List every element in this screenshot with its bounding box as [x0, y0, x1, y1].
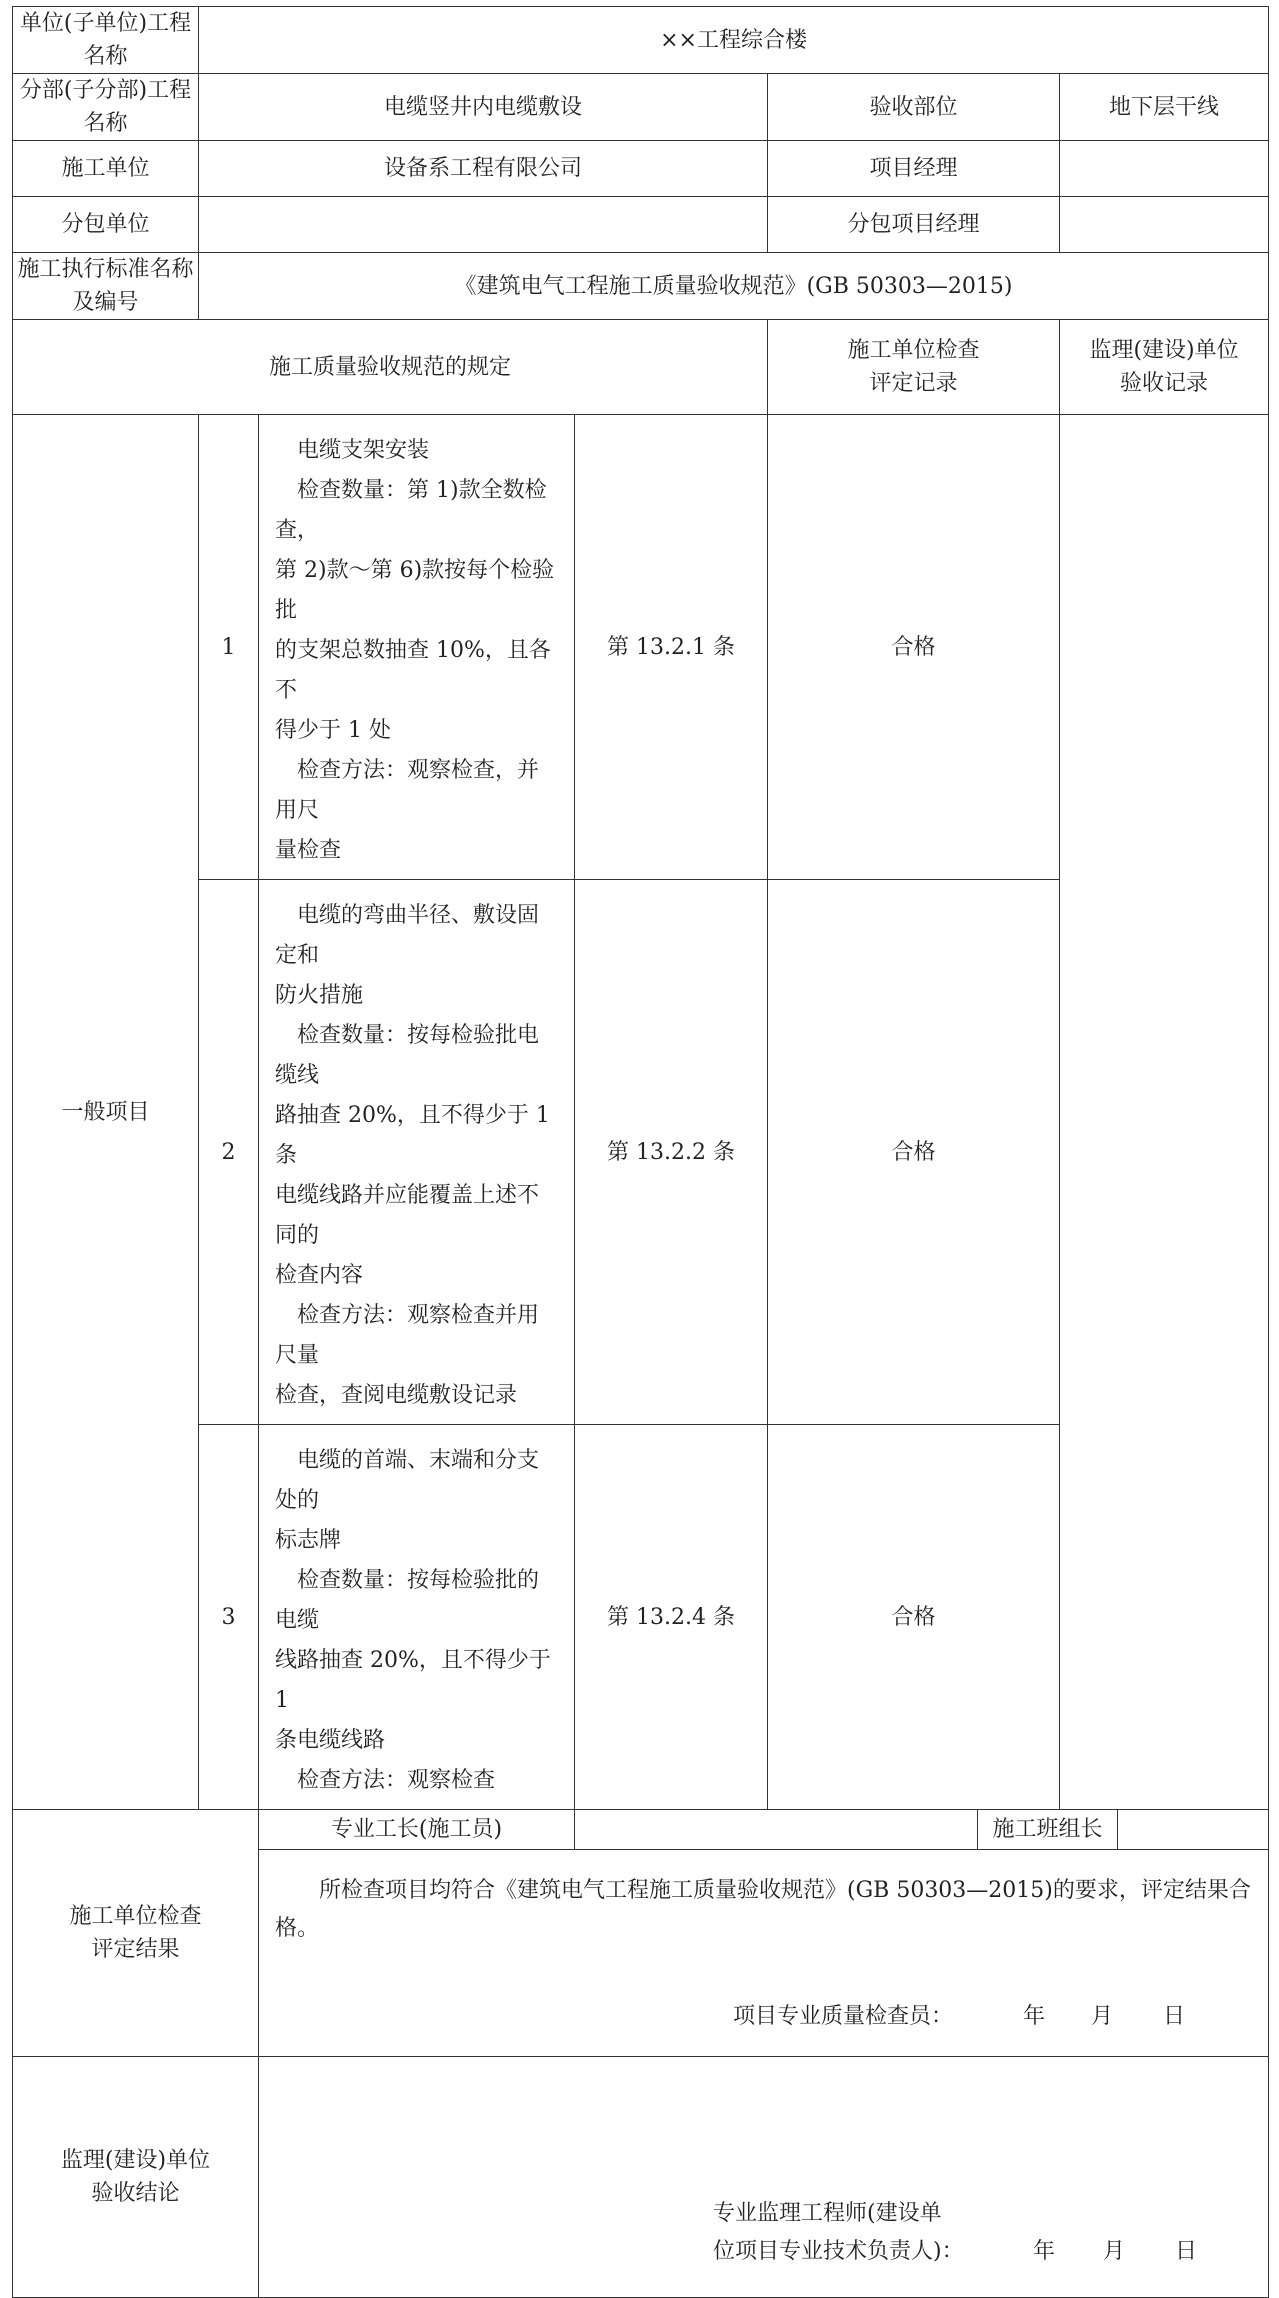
- quality-inspector-signature: [733, 2000, 953, 2033]
- check-result: 合格: [768, 1425, 1060, 1810]
- unit-name-value: ××工程综合楼: [199, 7, 1269, 74]
- description-line: 检查，查阅电缆敷设记录: [275, 1383, 518, 1408]
- foreman-value: [575, 1810, 978, 1850]
- division-name-value: 电缆竖井内电缆敷设: [199, 74, 768, 141]
- description-line: 检查方法：观察检查，并用尺: [275, 758, 540, 823]
- description-line: 检查数量：按每检验批的电缆: [275, 1568, 540, 1633]
- date-year: 年: [1023, 2004, 1046, 2029]
- contractor-result-label-line1: 施工单位检查: [69, 1904, 202, 1929]
- acceptance-part-label: 验收部位: [768, 74, 1060, 141]
- item-description: [259, 1425, 575, 1810]
- date-month: 月: [1091, 2004, 1114, 2029]
- description-line: 得少于 1 处: [275, 718, 391, 743]
- clause-reference: 第 13.2.4 条: [575, 1425, 768, 1810]
- contractor-check-header: [768, 320, 1060, 415]
- division-name-label: 分部(子分部)工程名称: [13, 74, 199, 141]
- supervisor-conclusion-label-line1: 监理(建设)单位: [60, 2148, 211, 2173]
- check-result: 合格: [768, 415, 1060, 880]
- description-line: 条电缆线路: [275, 1728, 386, 1753]
- description-line: 电缆的弯曲半径、敷设固定和: [275, 903, 540, 968]
- description-line: 检查方法：观察检查: [297, 1768, 496, 1793]
- sub-project-manager-label: 分包项目经理: [768, 197, 1060, 253]
- item-description: [259, 415, 575, 880]
- contractor-row: [13, 141, 1269, 197]
- description-line: 线路抽查 20%，且不得少于 1: [275, 1648, 551, 1713]
- supervisor-conclusion-label: [13, 2057, 259, 2298]
- column-header-row: [13, 320, 1269, 415]
- description-line: 电缆线路并应能覆盖上述不同的: [275, 1183, 540, 1248]
- subcontractor-label: 分包单位: [13, 197, 199, 253]
- subcontractor-row: [13, 197, 1269, 253]
- division-row: [13, 74, 1269, 141]
- supervisor-record-cell: [1060, 415, 1269, 1810]
- subcontractor-value: [199, 197, 768, 253]
- description-line: 电缆的首端、末端和分支处的: [275, 1448, 540, 1513]
- description-line: 的支架总数抽查 10%，且各不: [275, 638, 551, 703]
- description-line: 检查内容: [275, 1263, 364, 1288]
- supervisor-record-header-line2: 验收记录: [1120, 371, 1209, 396]
- contractor-result-label: [13, 1810, 259, 2057]
- supervisor-conclusion-label-line2: 验收结论: [91, 2181, 180, 2206]
- team-leader-value: [1118, 1810, 1269, 1850]
- description-line: 检查方法：观察检查并用尺量: [275, 1303, 540, 1368]
- supervising-engineer-signature: [713, 2195, 964, 2271]
- description-line: 第 2)款～第 6)款按每个检验批: [275, 558, 555, 623]
- item-number: 2: [199, 880, 259, 1425]
- supervisor-record-header-line1: 监理(建设)单位: [1089, 338, 1239, 363]
- conclusion-date: [1033, 2233, 1197, 2271]
- standard-value: 《建筑电气工程施工质量验收规范》(GB 50303—2015): [199, 253, 1269, 320]
- item-number: 3: [199, 1425, 259, 1810]
- supervisor-conclusion-body: [259, 2057, 1268, 2297]
- description-line: 电缆支架安装: [297, 438, 430, 463]
- team-leader-label: 施工班组长: [978, 1810, 1118, 1850]
- contractor-label: 施工单位: [13, 141, 199, 197]
- foreman-label: 专业工长(施工员): [259, 1810, 575, 1850]
- contractor-check-header-line2: 评定记录: [869, 371, 958, 396]
- acceptance-part-value: 地下层干线: [1060, 74, 1269, 141]
- contractor-result-cell: [259, 1850, 1269, 2057]
- contractor-result-body: [259, 1850, 1268, 2056]
- standard-row: [13, 253, 1269, 320]
- description-line: 检查数量：按每检验批电缆线: [275, 1023, 540, 1088]
- date-year: 年: [1033, 2239, 1056, 2264]
- unit-name-label: 单位(子单位)工程名称: [13, 7, 199, 74]
- contractor-result-text: 所检查项目均符合《建筑电气工程施工质量验收规范》(GB 50303—2015)的要求，评定结果合格。: [275, 1878, 1251, 1941]
- date-day: 日: [1175, 2239, 1198, 2264]
- project-manager-label: 项目经理: [768, 141, 1060, 197]
- description-line: 防火措施: [275, 983, 364, 1008]
- description-line: 检查数量：第 1)款全数检查，: [275, 478, 547, 543]
- item-number: 1: [199, 415, 259, 880]
- project-manager-value: [1060, 141, 1269, 197]
- supervisor-conclusion-cell: [259, 2057, 1269, 2298]
- item-description: [259, 880, 575, 1425]
- supervisor-record-header: [1060, 320, 1269, 415]
- clause-reference: 第 13.2.2 条: [575, 880, 768, 1425]
- supervising-engineer-label-line1: 专业监理工程师(建设单: [713, 2201, 942, 2226]
- description-line: 标志牌: [275, 1528, 342, 1553]
- unit-name-row: [13, 7, 1269, 74]
- date-month: 月: [1103, 2239, 1126, 2264]
- supervising-engineer-label-line2: 位项目专业技术负责人)：: [713, 2239, 964, 2264]
- inspection-date: [1023, 2000, 1185, 2033]
- check-result: 合格: [768, 880, 1060, 1425]
- description-line: 路抽查 20%，且不得少于 1 条: [275, 1103, 550, 1168]
- quality-inspector-label: 项目专业质量检查员：: [733, 2004, 954, 2029]
- spec-header: 施工质量验收规范的规定: [13, 320, 768, 415]
- contractor-check-header-line1: 施工单位检查: [847, 338, 980, 363]
- contractor-result-label-line2: 评定结果: [91, 1937, 180, 1962]
- description-line: 量检查: [275, 838, 342, 863]
- inspection-record-table: [12, 6, 1269, 2298]
- foreman-row: [13, 1810, 1269, 1850]
- general-item-row-1: [13, 415, 1269, 880]
- general-items-label: 一般项目: [13, 415, 199, 1810]
- supervisor-conclusion-row: [13, 2057, 1269, 2298]
- date-day: 日: [1163, 2004, 1186, 2029]
- sub-project-manager-value: [1060, 197, 1269, 253]
- contractor-value: 设备系工程有限公司: [199, 141, 768, 197]
- standard-label: 施工执行标准名称及编号: [13, 253, 199, 320]
- clause-reference: 第 13.2.1 条: [575, 415, 768, 880]
